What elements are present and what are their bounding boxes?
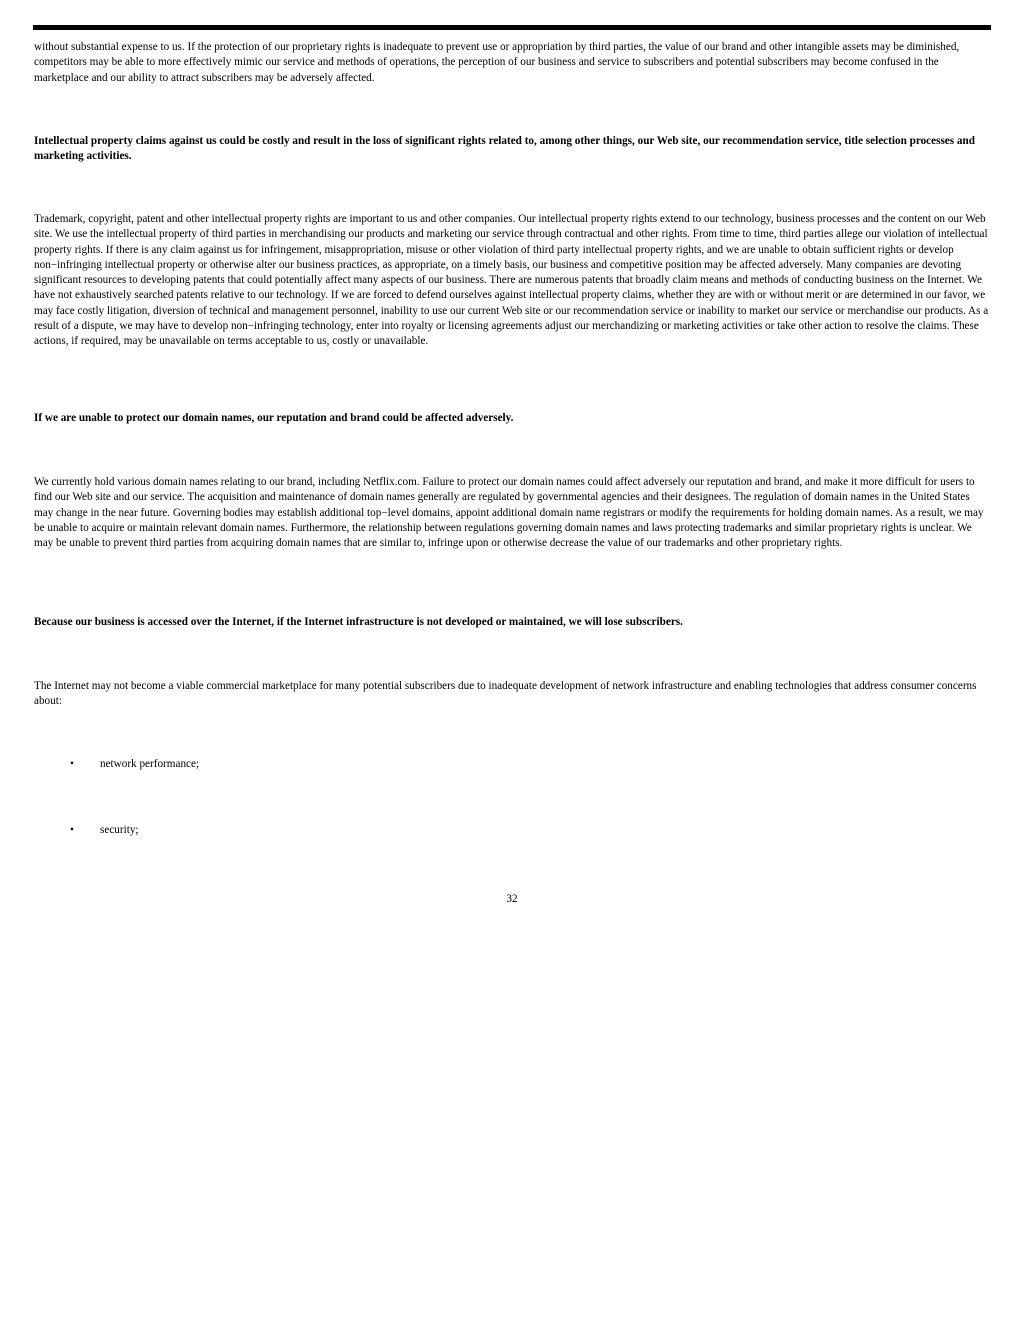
- list-item: [70, 757, 199, 772]
- list-item-text: security;: [100, 824, 139, 836]
- section-body-internet-infrastructure: The Internet may not become a viable commercial marketplace for many potential subscribers due to inadequate development of network infrastructure and enabling technologies that address consumer concerns about:: [34, 680, 977, 708]
- section-body-domain-names: We currently hold various domain names relating to our brand, including Netflix.com. Failure to protect our domain names could affect adversely our reputation and brand, and make it more difficult for users to find our Web site and our service. The acquisition and maintenance of domain names generally are regulated by governmental agencies and their designees. The regulation of domain names in the United States may change in the near future. Governing bodies may establish additional top−level domains, appoint additional domain name registrars or modify the requirements for holding domain names. As a result, we may be unable to acquire or maintain relevant domain names. Furthermore, the relationship between regulations governing domain names and laws protecting trademarks and similar proprietary rights is unclear. We may be unable to prevent third parties from acquiring domain names that are similar to, infringe upon or otherwise decrease the value of our trademarks and other proprietary rights.: [34, 476, 984, 550]
- section-heading-internet-infrastructure: Because our business is accessed over the Internet, if the Internet infrastructure is not developed or maintained, we will lose subscribers.: [34, 616, 683, 628]
- section-heading-domain-names: If we are unable to protect our domain names, our reputation and brand could be affected adversely.: [34, 412, 514, 424]
- section-body-ip-claims: Trademark, copyright, patent and other intellectual property rights are important to us and other companies. Our intellectual property rights extend to our technology, business processes and the content on our Web site. We use the intellectual property of third parties in merchandising our products and marketing our service through contractual and other rights. From time to time, third parties allege our violation of intellectual property rights. If there is any claim against us for infringement, misappropriation, misuse or other violation of third party intellectual property rights, and we are unable to obtain sufficient rights or develop non−infringing intellectual property or otherwise alter our business practices, as appropriate, on a timely basis, our business and competitive position may be affected adversely. Many companies are devoting significant resources to developing patents that could potentially affect many aspects of our business. There are numerous patents that broadly claim means and methods of conducting business on the Internet. We have not exhaustively searched patents relative to our technology. If we are forced to defend ourselves against intellectual property claims, whether they are with or without merit or are determined in our favor, we may face costly litigation, diversion of technical and management personnel, inability to use our current Web site or our recommendation service or inability to market our service or merchandise our products. As a result of a dispute, we may have to develop non−infringing technology, enter into royalty or licensing agreements adjust our merchandizing or marketing activities or take other action to resolve the claims. These actions, if required, may be unavailable on terms acceptable to us, costly or unavailable.: [34, 213, 989, 348]
- bullet-mark: •: [70, 824, 74, 836]
- bullet-mark: •: [70, 758, 74, 770]
- paragraph-continuation: without substantial expense to us. If the protection of our proprietary rights is inadequate to prevent use or appropriation by third parties, the value of our brand and other intangible assets may be diminished, competitors may be able to more effectively mimic our service and methods of operations, the perception of our business and service to subscribers and potential subscribers may become confused in the marketplace and our ability to attract subscribers may be adversely affected.: [34, 41, 960, 84]
- top-rule: [33, 25, 991, 30]
- list-item-text: network performance;: [100, 758, 200, 770]
- list-item: [70, 823, 139, 838]
- page-number: 32: [506, 893, 518, 905]
- section-heading-ip-claims: Intellectual property claims against us could be costly and result in the loss of significant rights related to, among other things, our Web site, our recommendation service, title selection processes and marketing activities.: [34, 135, 975, 163]
